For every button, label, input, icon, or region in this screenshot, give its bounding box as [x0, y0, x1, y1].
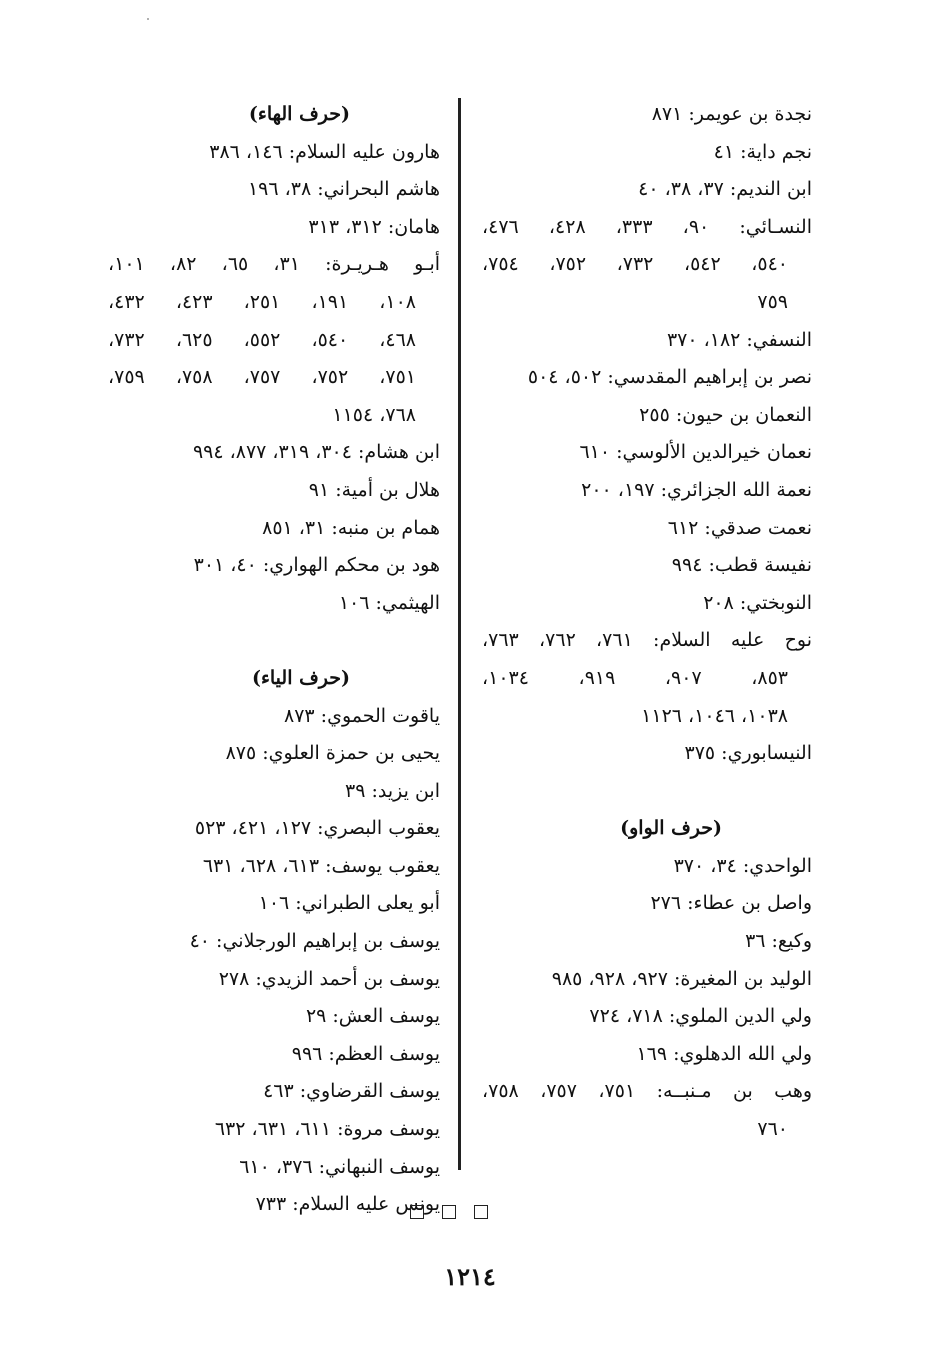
index-column-right — [482, 96, 812, 1149]
index-entry: هامان: ٣١٢، ٣١٣ — [308, 215, 440, 238]
index-entry: ابن النديم: ٣٧، ٣٨، ٤٠ — [638, 178, 812, 201]
index-entry: يوسف النبهاني: ٣٧٦، ٦١٠ — [239, 1155, 440, 1178]
section-gap — [108, 622, 440, 660]
index-entry-continuation: ٧٦٨، ١١٥٤ — [332, 403, 416, 426]
index-entry: نفيسة قطب: ٩٩٤ — [671, 554, 812, 577]
index-entry: النسفي: ١٨٢، ٣٧٠ — [666, 328, 812, 351]
index-entry: الهيثمي: ١٠٦ — [338, 591, 440, 614]
scan-speck — [147, 18, 149, 20]
section-heading: (حرف الواو) — [620, 817, 722, 840]
index-entry: أبـو هـريـرة: ٣١، ٦٥، ٨٢، ١٠١، — [108, 253, 441, 276]
index-entry: همام بن منبه: ٣١، ٨٥١ — [262, 516, 440, 539]
index-entry-continuation: ٥٤٠، ٥٤٢، ٧٣٢، ٧٥٢، ٧٥٤، — [482, 253, 789, 276]
page-number: ١٢١٤ — [444, 1262, 496, 1291]
index-entry: نعمان خيرالدين الألوسي: ٦١٠ — [579, 441, 812, 464]
index-entry: النسـائي: ٩٠، ٣٣٣، ٤٢٨، ٤٧٦، — [482, 215, 812, 238]
index-column-left — [108, 96, 440, 1224]
index-entry: ولي الدين الملوي: ٧١٨، ٧٢٤ — [589, 1005, 812, 1028]
index-entry: يوسف بن أحمد الزيدي: ٢٧٨ — [218, 967, 440, 990]
index-entry: يوسف بن إبراهيم الورجلاني: ٤٠ — [189, 930, 440, 953]
index-entry: هود بن محكم الهواري: ٤٠، ٣٠١ — [193, 554, 440, 577]
index-entry: النيسابوري: ٣٧٥ — [684, 742, 812, 765]
index-entry-continuation: ١٠٣٨، ١٠٤٦، ١١٢٦ — [641, 704, 788, 727]
index-entry: وهب بن مـنبــه: ٧٥١، ٧٥٧، ٧٥٨، — [482, 1080, 813, 1103]
index-entry: نجم داية: ٤١ — [713, 140, 812, 163]
index-entry: ياقوت الحموي: ٨٧٣ — [284, 704, 440, 727]
index-entry: يوسف العظم: ٩٩٦ — [291, 1042, 440, 1065]
index-entry: يحيى بن حمزة العلوي: ٨٧٥ — [225, 742, 440, 765]
index-entry-continuation: ٧٦٠ — [757, 1118, 788, 1141]
section-heading: (حرف الياء) — [251, 666, 350, 689]
index-entry-continuation: ١٠٨، ١٩١، ٢٥١، ٤٢٣، ٤٣٢، — [108, 290, 417, 313]
index-entry: نصر بن إبراهيم المقدسي: ٥٠٢، ٥٠٤ — [527, 366, 812, 389]
index-entry: أبو يعلى الطبراني: ١٠٦ — [258, 892, 440, 915]
section-heading: (حرف الهاء) — [248, 103, 350, 125]
index-entry: هلال بن أمية: ٩١ — [308, 478, 440, 501]
index-entry: وكيع: ٣٦ — [745, 930, 812, 953]
section-gap — [482, 773, 812, 811]
ornament-square — [474, 1205, 488, 1219]
ornament-square — [442, 1205, 456, 1219]
index-entry-continuation: ٧٥١، ٧٥٢، ٧٥٧، ٧٥٨، ٧٥٩، — [108, 366, 417, 389]
index-entry: نعمة الله الجزائري: ١٩٧، ٢٠٠ — [581, 478, 812, 501]
index-entry: يوسف العش: ٢٩ — [305, 1005, 440, 1028]
index-entry: ابن يزيد: ٣٩ — [345, 779, 440, 802]
index-entry: واصل بن عطاء: ٢٧٦ — [650, 892, 812, 915]
ornament-square — [410, 1205, 424, 1219]
index-entry: هاشم البحراني: ٣٨، ١٩٦ — [247, 178, 440, 201]
index-entry: نوح عليه السلام: ٧٦١، ٧٦٢، ٧٦٣، — [482, 629, 812, 652]
column-divider — [458, 98, 461, 1170]
index-entry: الوليد بن المغيرة: ٩٢٧، ٩٢٨، ٩٨٥ — [551, 967, 812, 990]
index-entry: نعمت صدقي: ٦١٢ — [667, 516, 812, 539]
section-end-ornament — [410, 1205, 510, 1225]
index-entry: ابن هشام: ٣٠٤، ٣١٩، ٨٧٧، ٩٩٤ — [192, 441, 440, 464]
index-entry: النعمان بن حيون: ٢٥٥ — [639, 403, 812, 426]
index-entry: الواحدي: ٣٤، ٣٧٠ — [673, 854, 812, 877]
index-entry: يوسف مروة: ٦١١، ٦٣١، ٦٣٢ — [214, 1118, 440, 1141]
index-entry: يوسف القرضاوي: ٤٦٣ — [263, 1080, 440, 1103]
index-entry: النوبختي: ٢٠٨ — [703, 591, 812, 614]
index-entry: نجدة بن عويمر: ٨٧١ — [651, 103, 812, 125]
index-entry-continuation: ٧٥٩ — [757, 290, 788, 313]
index-entry: هارون عليه السلام: ١٤٦، ٣٨٦ — [209, 140, 440, 163]
index-entry: يعقوب البصري: ١٢٧، ٤٢١، ٥٢٣ — [194, 817, 440, 840]
index-entry: ولي الله الدهلوي: ١٦٩ — [636, 1042, 812, 1065]
index-entry-continuation: ٤٦٨، ٥٤٠، ٥٥٢، ٦٢٥، ٧٣٢، — [108, 328, 417, 351]
index-entry: يونس عليه السلام: ٧٣٣ — [255, 1193, 440, 1216]
index-entry: يعقوب يوسف: ٦١٣، ٦٢٨، ٦٣١ — [202, 854, 440, 877]
index-entry-continuation: ٨٥٣، ٩٠٧، ٩١٩، ١٠٣٤، — [482, 666, 788, 689]
